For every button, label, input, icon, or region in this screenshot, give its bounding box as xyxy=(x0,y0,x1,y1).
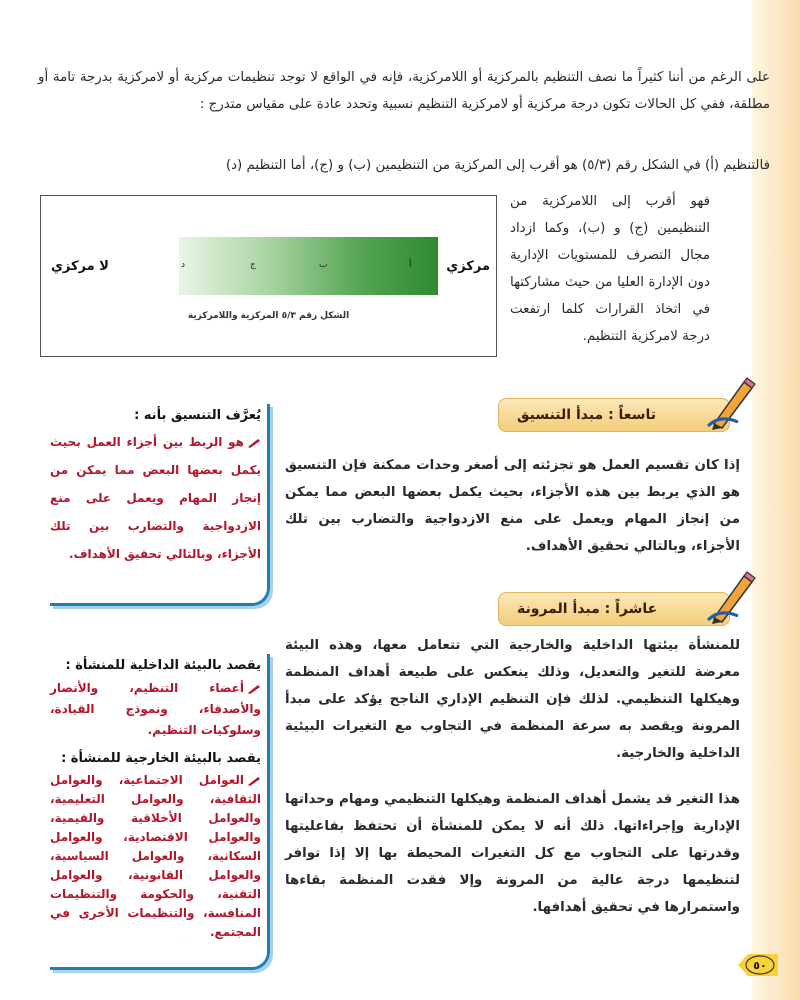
external-environment-title: يقصد بالبيئة الخارجية للمنشأة : xyxy=(61,751,261,766)
coordination-definition-body: هو الربط بين أجزاء العمل بحيث يكمل بعضها البعض مما يمكن من إنجاز المهام ويعمل على منع الازدواجية والتضارب بين تلك الأجزاء، وبالتالي تحقيق الأهداف. xyxy=(50,435,261,561)
label-decentral: لا مركزي xyxy=(51,259,109,274)
centralization-gradient-bar xyxy=(179,237,438,295)
section-10-heading xyxy=(498,592,730,626)
intro-paragraph-1: على الرغم من أننا كثيراً ما نصف التنظيم بالمركزية أو اللامركزية، فإنه في الواقع لا توجد تنظيمات مركزية أو لامركزية بدرجة تامة أو مطلقة، ففي كل الحالات تكون درجة مركزية أو لامركزية التنظيم نسبية وتحدد عادة على مقياس متدرج : xyxy=(38,70,770,112)
environment-definition-box xyxy=(50,654,270,970)
intro-paragraph-2: فالتنظيم (أ) في الشكل رقم (٥/٣) هو أقرب إلى المركزية من التنظيمين (ب) و (ج)، أما التنظيم (د) xyxy=(225,158,770,173)
external-environment-text xyxy=(50,771,261,942)
point-a: أ xyxy=(409,260,412,270)
section-9-heading xyxy=(498,398,730,432)
pencil-icon xyxy=(700,568,756,624)
page-edge-decoration xyxy=(752,0,800,1000)
internal-environment-title: يقصد بالبيئة الداخلية للمنشأة : xyxy=(65,658,261,673)
point-c: ج xyxy=(250,260,256,270)
pencil-mini-icon xyxy=(247,684,261,694)
pencil-mini-icon xyxy=(247,776,261,786)
point-d: د xyxy=(181,260,186,270)
label-central: مركزي xyxy=(446,259,490,274)
pencil-mini-icon xyxy=(247,438,261,448)
internal-environment-text xyxy=(50,678,261,741)
figure-caption: الشكل رقم ٥/٣ المركزية واللامركزية xyxy=(187,311,350,321)
external-environment-body: العوامل الاجتماعية، والعوامل الثقافية، والعوامل التعليمية، والعوامل الأخلاقية والقيمية، والعوامل الاقتصادية، والعوامل السكانية، والعوامل السياسية، والعوامل القانونية، والعوامل التقنية، والحكومة والتنظيمات المنافسة، والتنظيمات الأخرى في المجتمع. xyxy=(50,773,261,939)
page-number-badge xyxy=(738,952,778,978)
pencil-icon xyxy=(700,374,756,430)
internal-environment-body: أعضاء التنظيم، والأنصار والأصدقاء، ونموذج القيادة، وسلوكيات التنظيم. xyxy=(50,681,261,737)
section-9-text: إذا كان تقسيم العمل هو تجزئته إلى أصغر وحدات ممكنة فإن التنسيق هو الذي يربط بين هذه الأجزاء، بحيث يكمل بعضها البعض مما يمكن من إنجاز المهام ويعمل على منع الازدواجية والتضارب بين تلك الأجزاء، وبالتالي تحقيق الأهداف. xyxy=(285,458,740,554)
section-10-paragraph-1: للمنشأة بيئتها الداخلية والخارجية التي تتعامل معها، وهذه البيئة معرضة للتغير والتعديل، وذلك ينعكس على طبيعة أهداف المنظمة وهيكلها التنظيمي. لذلك فإن التنظيم الإداري الناجح يؤكد على مبدأ المرونة ويقصد به سرعة المنظمة في التجاوب مع التغيرات البيئية الداخلية والخارجية. xyxy=(285,638,740,761)
page-number: ٥٠ xyxy=(753,959,767,972)
section-9-title: تاسعاً : مبدأ التنسيق xyxy=(517,407,656,423)
section-10-paragraph-2: هذا التغير قد يشمل أهداف المنظمة وهيكلها التنظيمي ومهام وحداتها الإدارية وإجراءاتها. ذلك أنه لا يمكن للمنشأة أن تحتفظ بفاعليتها وقدرتها على التجاوب مع كل التغيرات المحيطة بها إلا إذا توافر لتنظيمها درجة عالية من المرونة وإلا فقدت المنظمة بقاءها واستمرارها في تحقيق أهدافها. xyxy=(285,792,740,915)
section-10-title: عاشراً : مبدأ المرونة xyxy=(517,601,658,617)
centralization-figure xyxy=(40,195,497,357)
intro-paragraph-3: فهو أقرب إلى اللامركزية من التنظيمين (ج) و (ب)، وكما ازداد مجال التصرف للمستويات الإدارية دون الإدارة العليا من حيث مشاركتها في اتخاذ القرارات كلما ارتفعت درجة لامركزية التنظيم. xyxy=(510,194,710,344)
coordination-definition-text xyxy=(50,428,261,568)
coordination-definition-box xyxy=(50,404,270,606)
coordination-definition-title: يُعرَّف التنسيق بأنه : xyxy=(134,408,261,423)
point-b: ب xyxy=(319,260,328,270)
